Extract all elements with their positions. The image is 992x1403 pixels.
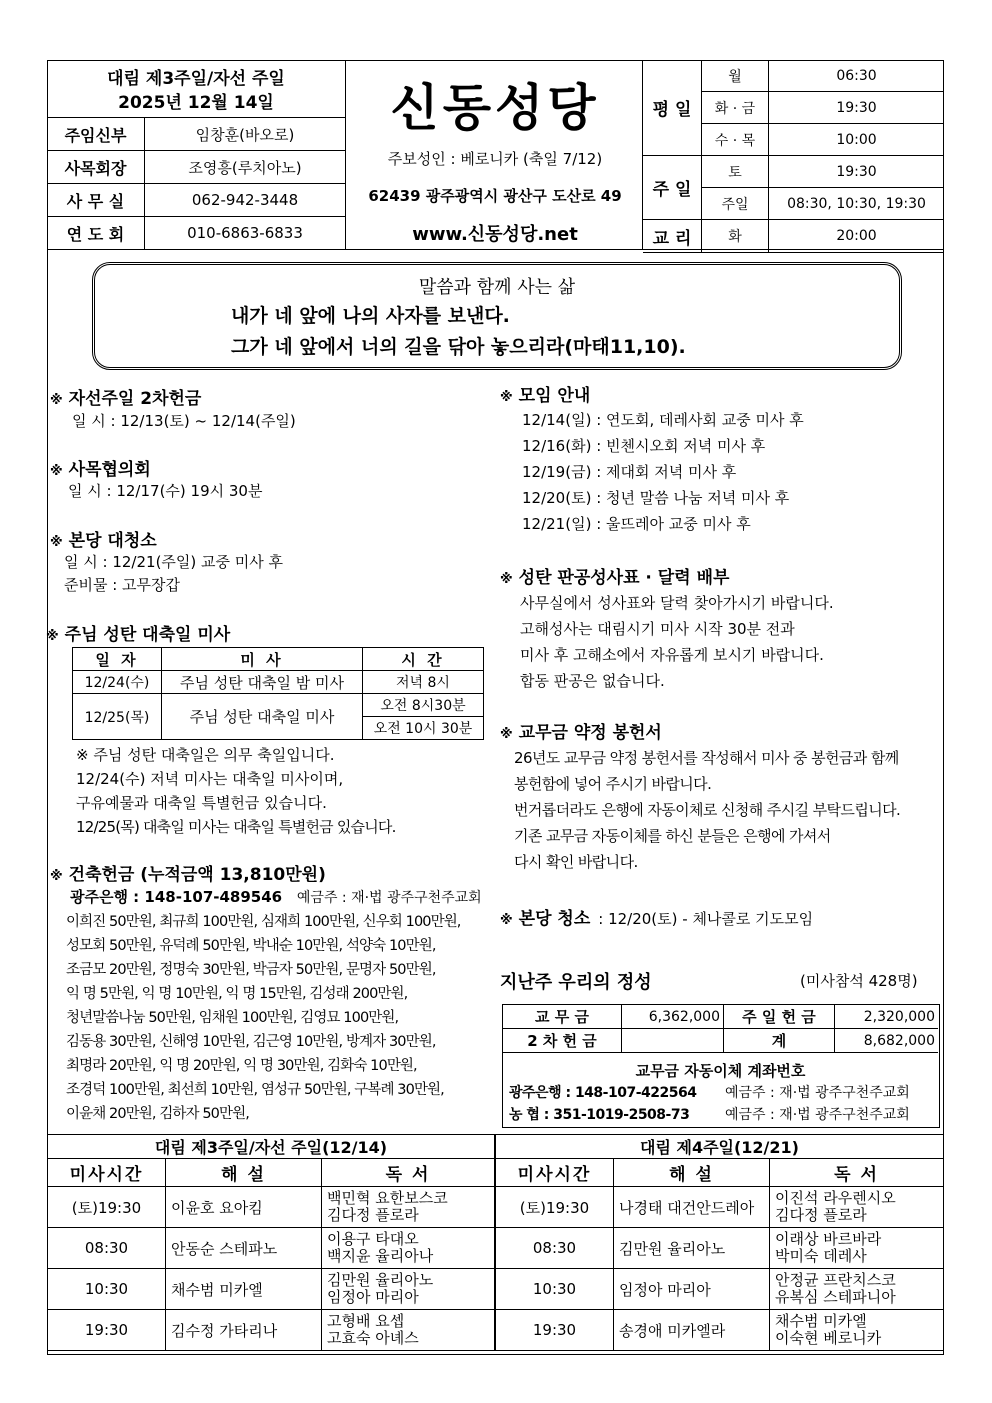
christmas-note-3: 구유예물과 대축일 특별헌금 있습니다. [76, 794, 327, 812]
confession-title: ※ 성탄 판공성사표 · 달력 배부 [500, 568, 730, 588]
schedule-readers [322, 1269, 495, 1310]
schedule-reader: 이숙현 베로니카 [775, 1329, 882, 1347]
schedule-row [48, 1187, 495, 1228]
meetings-title: ※ 모임 안내 [500, 386, 591, 406]
mass-day: 수 · 목 [702, 124, 769, 156]
mass-group-label: 평 일 [643, 60, 702, 156]
mass-day: 화 · 금 [702, 92, 769, 124]
offering-label: 교 무 금 [503, 1005, 622, 1029]
reference-mark-icon: ※ [500, 727, 513, 742]
pledge-list-line: 기존 교무금 자동이체를 하신 분들은 은행에 가셔서 [514, 827, 831, 845]
reference-mark-icon: ※ [50, 393, 63, 408]
donor-line: 성모회 50만원, 유덕례 50만원, 박내순 10만원, 석양숙 10만원, [66, 938, 436, 954]
contact-value: 010-6863-6833 [145, 217, 346, 250]
christmas-time: 저녁 8시 [363, 671, 484, 694]
christmas-title: ※ 주님 성탄 대축일 미사 [46, 625, 231, 645]
schedule-time: 08:30 [496, 1228, 614, 1269]
confession-list-line: 고해성사는 대림시기 미사 시작 30분 전과 [520, 620, 795, 638]
schedule-reader: 채수범 미카엘 [775, 1312, 867, 1330]
schedule-header-row [48, 1159, 495, 1187]
confession-list-line: 합동 판공은 없습니다. [520, 672, 665, 690]
schedule-row [496, 1269, 944, 1310]
schedule-reader: 임정아 마리아 [327, 1288, 419, 1306]
schedule-reader: 김다정 플로라 [775, 1206, 867, 1224]
transfer-holder: 예금주 : 재·법 광주구천주교회 [725, 1085, 910, 1101]
christmas-mass-table [72, 647, 484, 740]
schedule-reader: 백민혁 요한보스코 [327, 1189, 448, 1207]
schedule-table-left [47, 1134, 495, 1351]
christmas-note-1: ※ 주님 성탄 대축일은 의무 축일입니다. [76, 746, 335, 764]
donor-line: 조금모 20만원, 정명숙 30만원, 박금자 50만원, 문명자 50만원, [66, 962, 436, 978]
schedule-header: 독 서 [322, 1159, 495, 1187]
schedule-readers [322, 1310, 495, 1351]
reference-mark-icon: ※ [500, 913, 513, 928]
contact-label: 주임신부 [47, 118, 145, 151]
schedule-title: 대림 제4주일(12/21) [496, 1135, 944, 1159]
offering-value [622, 1029, 724, 1053]
offering-title: 지난주 우리의 정성 [500, 972, 652, 993]
contact-label: 사 무 실 [47, 184, 145, 217]
christmas-mass: 주님 성탄 대축일 밤 미사 [162, 671, 363, 694]
contact-value: 062-942-3448 [145, 184, 346, 217]
schedule-row [48, 1269, 495, 1310]
reference-mark-icon: ※ [50, 464, 63, 479]
charity-title: ※ 자선주일 2차헌금 [50, 389, 202, 409]
schedule-reader: 이진석 라우렌시오 [775, 1189, 896, 1207]
charity-line: 일 시 : 12/13(토) ~ 12/14(주일) [72, 412, 296, 430]
pledge-list-line: 다시 확인 바랍니다. [514, 853, 638, 871]
christmas-note-4: 12/25(목) 대축일 미사는 대축일 특별헌금 있습니다. [76, 818, 396, 836]
christmas-header-row [73, 648, 484, 671]
confession-list-line: 미사 후 고해소에서 자유롭게 보시기 바랍니다. [520, 646, 824, 664]
schedule-title-row [48, 1135, 495, 1159]
council-line: 일 시 : 12/17(수) 19시 30분 [68, 482, 263, 500]
mass-time: 20:00 [769, 220, 945, 253]
pledge-list-line: 26년도 교무금 약정 봉헌서를 작성해서 미사 중 봉헌금과 함께 [514, 749, 899, 767]
contact-row [47, 118, 345, 151]
schedule-title: 대림 제3주일/자선 주일(12/14) [48, 1135, 495, 1159]
schedule-header: 해 설 [614, 1159, 770, 1187]
offering-row [503, 1005, 938, 1029]
christmas-mass: 주님 성탄 대축일 미사 [162, 694, 363, 740]
reference-mark-icon: ※ [500, 572, 513, 587]
offering-value: 8,682,000 [835, 1029, 939, 1053]
mass-time: 06:30 [769, 60, 945, 92]
schedule-readers [322, 1228, 495, 1269]
building-fund-title: ※ 건축헌금 (누적금액 13,810만원) [50, 865, 326, 885]
transfer-bank: 광주은행 : 148-107-422564 [509, 1085, 697, 1101]
contact-row [47, 151, 345, 184]
schedule-header: 미사시간 [496, 1159, 614, 1187]
contact-value: 임창훈(바오로) [145, 118, 346, 151]
christmas-header-cell: 미 사 [162, 648, 363, 671]
offering-table [503, 1005, 938, 1053]
schedule-reader: 안정균 프란치스코 [775, 1271, 896, 1289]
offering-label: 계 [724, 1029, 835, 1053]
confession-list-line: 사무실에서 성사표와 달력 찾아가시기 바랍니다. [520, 594, 834, 612]
header-left [47, 60, 345, 250]
meetings-list [522, 407, 804, 537]
transfer-holder: 예금주 : 재·법 광주구천주교회 [725, 1107, 910, 1123]
meetings-list-line: 12/21(일) : 울뜨레아 교중 미사 후 [522, 515, 751, 533]
reference-mark-icon: ※ [50, 869, 63, 884]
christmas-date: 12/25(목) [73, 694, 162, 740]
pledge-list-line: 번거롭더라도 은행에 자동이체로 신청해 주시길 부탁드립니다. [514, 801, 901, 819]
contact-value: 조영흥(루치아노) [145, 151, 346, 184]
donor-line: 이희진 50만원, 최규희 100만원, 심재희 100만원, 신우회 100만원, [66, 914, 461, 930]
cleaning-line-1: 일 시 : 12/21(주일) 교중 미사 후 [64, 553, 284, 571]
mass-day: 주일 [702, 188, 769, 220]
schedule-commentator: 임정아 마리아 [614, 1269, 770, 1310]
schedule-row [48, 1228, 495, 1269]
confession-list [520, 590, 834, 694]
pledge-title: ※ 교무금 약정 봉헌서 [500, 723, 662, 743]
schedule-commentator: 김만원 율리아노 [614, 1228, 770, 1269]
christmas-time: 오전 10시 30분 [363, 717, 484, 740]
schedule-title-row [496, 1135, 944, 1159]
schedule-header: 해 설 [166, 1159, 322, 1187]
reference-mark-icon: ※ [50, 535, 63, 550]
liturgy-title: 대림 제3주일/자선 주일 [107, 69, 285, 89]
scripture-title: 말씀과 함께 사는 삶 [418, 277, 576, 298]
meetings-list-line: 12/16(화) : 빈첸시오회 저녁 미사 후 [522, 437, 766, 455]
schedule-row [496, 1310, 944, 1351]
schedule-time: 08:30 [48, 1228, 166, 1269]
cleaning-title: ※ 본당 대청소 [50, 531, 157, 551]
mass-time: 19:30 [769, 92, 945, 124]
bulletin-date: 2025년 12월 14일 [118, 93, 274, 113]
offering-label: 2 차 헌 금 [503, 1029, 622, 1053]
mass-row [643, 156, 944, 188]
church-address: 62439 광주광역시 광산구 도산로 49 [368, 187, 622, 205]
header-center [345, 60, 643, 250]
schedule-commentator: 이윤호 요아킴 [166, 1187, 322, 1228]
offering-box [502, 1004, 940, 1128]
schedule-commentator: 나경태 대건안드레아 [614, 1187, 770, 1228]
mass-row [643, 60, 944, 92]
schedule-reader: 김만원 율리아노 [327, 1271, 434, 1289]
schedule-time: 19:30 [496, 1310, 614, 1351]
mass-day: 토 [702, 156, 769, 188]
mass-day: 화 [702, 220, 769, 253]
schedule-commentator: 송경애 미카엘라 [614, 1310, 770, 1351]
donor-line: 조경덕 100만원, 최선희 10만원, 염성규 50만원, 구복례 30만원, [66, 1082, 444, 1098]
schedule-time: 19:30 [48, 1310, 166, 1351]
meetings-list-line: 12/19(금) : 제대회 저녁 미사 후 [522, 463, 737, 481]
schedule-commentator: 김수정 가타리나 [166, 1310, 322, 1351]
reference-mark-icon: ※ [500, 390, 513, 405]
schedule-reader: 유복심 스테파니아 [775, 1288, 896, 1306]
parish-cleaning-title: ※ 본당 청소 : 12/20(토) - 체나콜로 기도모임 [500, 909, 814, 929]
schedule-reader: 김다정 플로라 [327, 1206, 419, 1224]
christmas-row [73, 671, 484, 694]
schedule-header-row [496, 1159, 944, 1187]
schedule-readers [770, 1269, 944, 1310]
schedule-header: 독 서 [770, 1159, 944, 1187]
council-title: ※ 사목협의회 [50, 460, 151, 480]
contact-label: 연 도 회 [47, 217, 145, 250]
transfer-bank: 농 협 : 351-1019-2508-73 [509, 1107, 690, 1123]
donor-line: 이윤채 20만원, 김하자 50만원, [66, 1106, 249, 1122]
schedule-readers [770, 1310, 944, 1351]
transfer-account-row [509, 1103, 910, 1125]
offering-row [503, 1029, 938, 1053]
christmas-header-cell: 시 간 [363, 648, 484, 671]
offering-label: 주 일 헌 금 [724, 1005, 835, 1029]
meetings-list-line: 12/20(토) : 청년 말씀 나눔 저녁 미사 후 [522, 489, 790, 507]
pledge-list-line: 봉헌함에 넣어 주시기 바랍니다. [514, 775, 712, 793]
church-website[interactable]: www.신동성당.net [412, 224, 578, 245]
schedule-row [48, 1310, 495, 1351]
schedule-readers [322, 1187, 495, 1228]
christmas-header-cell: 일 자 [73, 648, 162, 671]
christmas-date: 12/24(수) [73, 671, 162, 694]
schedule-reader: 백지윤 율리아나 [327, 1247, 434, 1265]
schedule-table-right [495, 1134, 944, 1351]
building-account: 광주은행 : 148-107-489546 예금주 : 재·법 광주구천주교회 [70, 888, 482, 906]
schedule-row [496, 1228, 944, 1269]
mass-attendance: (미사참석 428명) [800, 972, 918, 990]
contact-table [47, 117, 345, 250]
header-divider [47, 249, 944, 250]
christmas-row [73, 694, 484, 717]
scripture-box [92, 262, 902, 370]
mass-times-table [643, 60, 944, 253]
schedule-reader: 이래상 바르바라 [775, 1230, 882, 1248]
contact-label: 사목회장 [47, 151, 145, 184]
reference-mark-icon: ※ [46, 629, 59, 644]
schedule-commentator: 채수범 미카엘 [166, 1269, 322, 1310]
transfer-accounts [509, 1081, 910, 1125]
offering-value: 2,320,000 [835, 1005, 939, 1029]
mass-group-label: 교 리 [643, 220, 702, 253]
contact-row [47, 217, 345, 250]
donor-line: 익 명 5만원, 익 명 10만원, 익 명 15만원, 김성래 200만원, [66, 986, 408, 1002]
schedule-reader: 고효숙 아녜스 [327, 1329, 419, 1347]
schedule-time: 10:30 [48, 1269, 166, 1310]
contact-row [47, 184, 345, 217]
mass-time: 10:00 [769, 124, 945, 156]
mass-row [643, 220, 944, 253]
schedule-reader: 박미숙 데레사 [775, 1247, 867, 1265]
schedule-header: 미사시간 [48, 1159, 166, 1187]
patron-saint: 주보성인 : 베로니카 (축일 7/12) [387, 150, 603, 168]
schedule-readers [770, 1187, 944, 1228]
pledge-list [514, 745, 900, 875]
schedule-readers [770, 1228, 944, 1269]
transfer-title: 교무금 자동이체 계좌번호 [635, 1062, 806, 1080]
transfer-account-row [509, 1081, 910, 1103]
schedule-row [496, 1187, 944, 1228]
mass-time: 08:30, 10:30, 19:30 [769, 188, 945, 220]
donor-line: 최명라 20만원, 익 명 20만원, 익 명 30만원, 김화숙 10만원, [66, 1058, 417, 1074]
donor-line: 김동용 30만원, 신해영 10만원, 김근영 10만원, 방계자 30만원, [66, 1034, 436, 1050]
meetings-list-line: 12/14(일) : 연도회, 데레사회 교중 미사 후 [522, 411, 804, 429]
schedule-reader: 이용구 타대오 [327, 1230, 419, 1248]
schedule-time: (토)19:30 [496, 1187, 614, 1228]
mass-group-label: 주 일 [643, 156, 702, 220]
christmas-time: 오전 8시30분 [363, 694, 484, 717]
schedule-time: (토)19:30 [48, 1187, 166, 1228]
donor-line: 청년말씀나눔 50만원, 임채원 100만원, 김영묘 100만원, [66, 1010, 399, 1026]
schedule-reader: 고형배 요셉 [327, 1312, 405, 1330]
schedule-time: 10:30 [496, 1269, 614, 1310]
church-name: 신동성당 [390, 79, 600, 137]
mass-day: 월 [702, 60, 769, 92]
donor-list [66, 910, 491, 1126]
offering-value: 6,362,000 [622, 1005, 724, 1029]
scripture-line-1: 내가 네 앞에 나의 사자를 보낸다. [231, 305, 510, 327]
scripture-line-2: 그가 네 앞에서 너의 길을 닦아 놓으리라(마태11,10). [231, 336, 686, 358]
cleaning-line-2: 준비물 : 고무장갑 [64, 576, 181, 594]
christmas-note-2: 12/24(수) 저녁 미사는 대축일 미사이며, [76, 770, 344, 788]
schedule-commentator: 안동순 스테파노 [166, 1228, 322, 1269]
mass-time: 19:30 [769, 156, 945, 188]
